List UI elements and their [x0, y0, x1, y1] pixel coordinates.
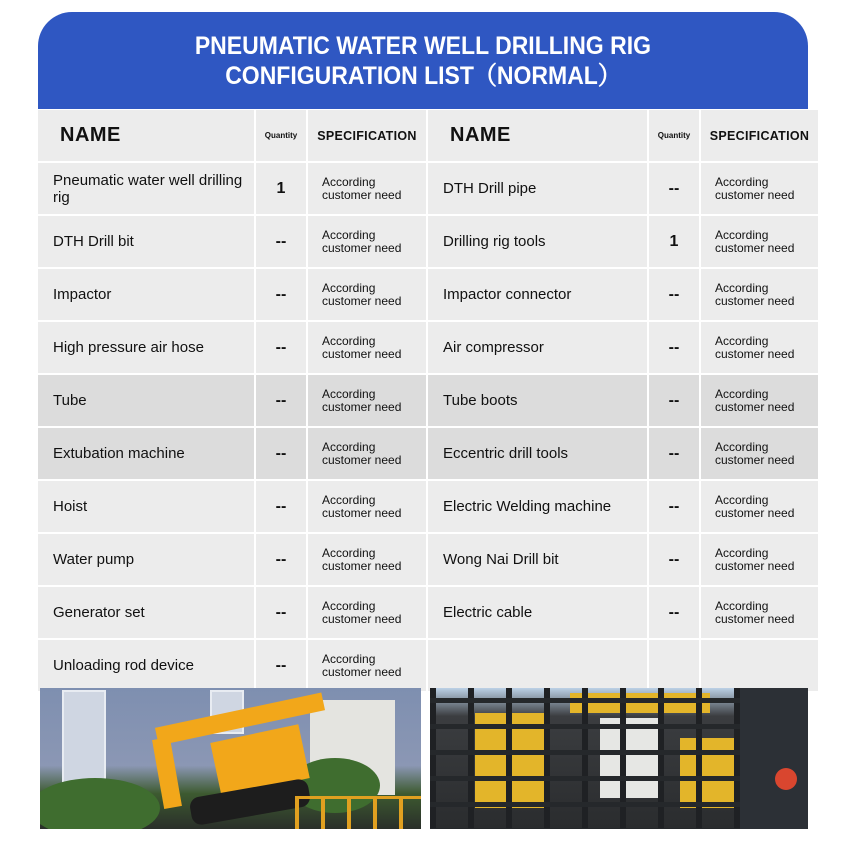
item-quantity: -- — [256, 587, 306, 638]
spec-line-2: customer need — [322, 293, 402, 308]
spec-line-1: According — [322, 439, 376, 454]
item-name: Drilling rig tools — [428, 216, 647, 267]
item-specification — [701, 322, 818, 373]
spec-line-2: customer need — [322, 240, 402, 255]
spec-line-1: According — [322, 174, 376, 189]
item-quantity: -- — [256, 375, 306, 426]
spec-line-2: customer need — [322, 664, 402, 679]
header-specification-left: SPECIFICATION — [308, 110, 426, 161]
item-specification — [308, 375, 426, 426]
spec-line-1: According — [322, 386, 376, 401]
item-name: Impactor — [38, 269, 254, 320]
item-name: Hoist — [38, 481, 254, 532]
item-name: Wong Nai Drill bit — [428, 534, 647, 585]
spec-line-2: customer need — [715, 558, 795, 573]
item-name: DTH Drill pipe — [428, 163, 647, 214]
empty-cell — [649, 640, 699, 691]
spec-line-2: customer need — [322, 187, 402, 202]
item-quantity: -- — [649, 322, 699, 373]
item-name: DTH Drill bit — [38, 216, 254, 267]
spec-line-2: customer need — [322, 346, 402, 361]
item-quantity: -- — [649, 269, 699, 320]
item-specification — [701, 428, 818, 479]
item-specification — [701, 216, 818, 267]
item-quantity: -- — [256, 269, 306, 320]
item-specification — [308, 640, 426, 691]
item-specification — [308, 269, 426, 320]
item-quantity: -- — [256, 481, 306, 532]
item-specification — [701, 534, 818, 585]
spec-line-2: customer need — [715, 611, 795, 626]
item-quantity: -- — [256, 216, 306, 267]
item-quantity: 1 — [256, 163, 306, 214]
yellow-fence — [295, 796, 421, 829]
spec-line-1: According — [322, 280, 376, 295]
truck-cab — [740, 688, 808, 829]
spec-line-1: According — [715, 280, 769, 295]
configuration-table — [38, 110, 808, 691]
item-name: Electric Welding machine — [428, 481, 647, 532]
item-quantity: -- — [256, 640, 306, 691]
spec-line-1: According — [322, 333, 376, 348]
item-name: Unloading rod device — [38, 640, 254, 691]
item-name: Tube — [38, 375, 254, 426]
header-name-right: NAME — [428, 110, 647, 161]
spec-line-2: customer need — [715, 240, 795, 255]
empty-cell — [701, 640, 818, 691]
spec-line-1: According — [715, 492, 769, 507]
spec-line-2: customer need — [715, 346, 795, 361]
item-quantity: -- — [649, 481, 699, 532]
item-quantity: -- — [256, 534, 306, 585]
header-quantity-right: Quantity — [649, 110, 699, 161]
spec-line-1: According — [715, 545, 769, 560]
spec-line-1: According — [715, 227, 769, 242]
item-quantity: -- — [649, 163, 699, 214]
title-line-2: CONFIGURATION LIST（NORMAL） — [225, 61, 621, 90]
item-name: Electric cable — [428, 587, 647, 638]
item-name: Eccentric drill tools — [428, 428, 647, 479]
header-name-left: NAME — [38, 110, 254, 161]
item-quantity: 1 — [649, 216, 699, 267]
spec-line-2: customer need — [715, 293, 795, 308]
item-specification — [308, 428, 426, 479]
spec-line-1: According — [715, 598, 769, 613]
item-quantity: -- — [649, 534, 699, 585]
item-name: Pneumatic water well drilling rig — [38, 163, 254, 214]
shrub — [40, 778, 160, 829]
item-name: Water pump — [38, 534, 254, 585]
spec-line-1: According — [715, 386, 769, 401]
building-window — [62, 690, 106, 789]
spec-line-2: customer need — [322, 452, 402, 467]
item-name: Tube boots — [428, 375, 647, 426]
spec-line-1: According — [322, 598, 376, 613]
product-photos — [38, 688, 808, 829]
truck-logo — [775, 768, 797, 790]
spec-line-2: customer need — [322, 558, 402, 573]
item-specification — [701, 269, 818, 320]
spec-line-2: customer need — [715, 187, 795, 202]
spec-line-2: customer need — [715, 505, 795, 520]
spec-line-1: According — [715, 439, 769, 454]
title-line-1: PNEUMATIC WATER WELL DRILLING RIG — [194, 31, 652, 60]
item-specification — [308, 216, 426, 267]
spec-line-2: customer need — [715, 452, 795, 467]
item-specification — [308, 163, 426, 214]
spec-line-2: customer need — [322, 505, 402, 520]
truck-loaded-rig-photo — [430, 688, 808, 829]
item-quantity: -- — [649, 587, 699, 638]
header-specification-right: SPECIFICATION — [701, 110, 818, 161]
item-specification — [701, 375, 818, 426]
spec-line-1: According — [715, 333, 769, 348]
item-quantity: -- — [256, 428, 306, 479]
drilling-rig-photo — [40, 688, 421, 829]
item-name: Generator set — [38, 587, 254, 638]
item-specification — [308, 587, 426, 638]
item-name: High pressure air hose — [38, 322, 254, 373]
spec-line-1: According — [322, 492, 376, 507]
item-specification — [308, 322, 426, 373]
item-name: Air compressor — [428, 322, 647, 373]
item-specification — [701, 481, 818, 532]
empty-cell — [428, 640, 647, 691]
spec-line-1: According — [322, 545, 376, 560]
header-quantity-left: Quantity — [256, 110, 306, 161]
item-specification — [701, 163, 818, 214]
item-name: Impactor connector — [428, 269, 647, 320]
spec-line-2: customer need — [322, 399, 402, 414]
item-specification — [308, 534, 426, 585]
spec-line-2: customer need — [322, 611, 402, 626]
item-specification — [308, 481, 426, 532]
truck-cage-horizontal-bars — [430, 698, 740, 829]
item-quantity: -- — [256, 322, 306, 373]
spec-line-2: customer need — [715, 399, 795, 414]
item-quantity: -- — [649, 428, 699, 479]
item-quantity: -- — [649, 375, 699, 426]
spec-line-1: According — [715, 174, 769, 189]
spec-line-1: According — [322, 227, 376, 242]
title-banner — [38, 12, 808, 109]
item-name: Extubation machine — [38, 428, 254, 479]
item-specification — [701, 587, 818, 638]
spec-line-1: According — [322, 651, 376, 666]
